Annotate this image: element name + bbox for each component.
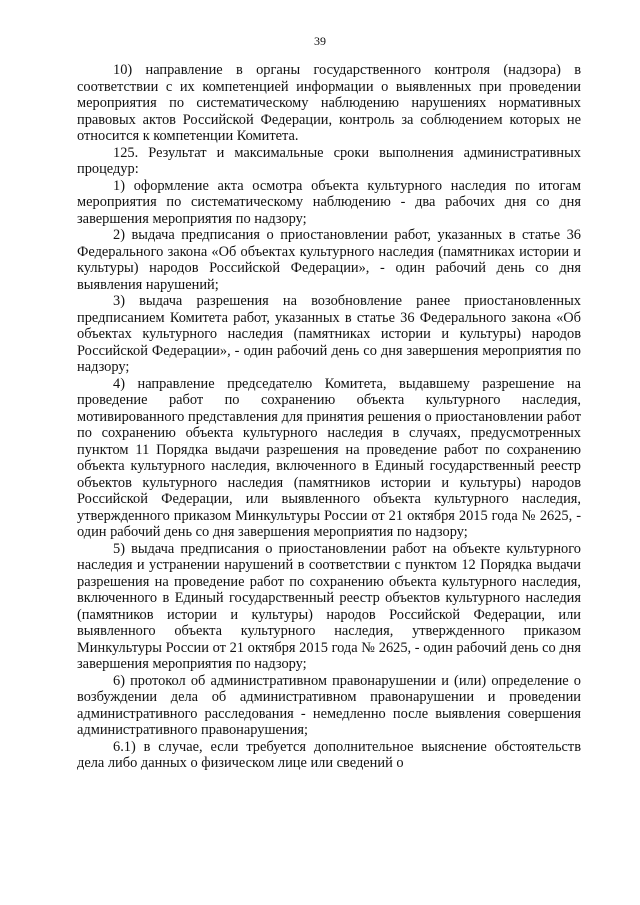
paragraph-item-10: 10) направление в органы государственного контроля (надзора) в соответствии с их компетенцией информации о выявленных при проведении мероприятия по систематическому наблюдению нарушениях нормативных правовых актов Российской Федерации, контроль за соблюдением которых не относится к компетенции Комитета. <box>77 62 581 144</box>
paragraph-item-1: 1) оформление акта осмотра объекта культурного наследия по итогам мероприятия по систематическому наблюдению - два рабочих дня со дня завершения мероприятия по надзору; <box>77 177 581 227</box>
page-number: 39 <box>314 34 326 48</box>
document-body <box>77 62 581 772</box>
paragraph-item-4: 4) направление председателю Комитета, выдавшему разрешение на проведение работ по сохранению объекта культурного наследия, мотивированного представления для принятия решения о приостановлении работ по сохранению объекта культурного наследия в случаях, предусмотренных пунктом 11 Порядка выдачи разрешения на проведение работ по сохранению объекта культурного наследия, включенного в Единый государственный реестр объектов культурного наследия (памятников истории и культуры) народов Российской Федерации, или выявленного объекта культурного наследия, утвержденного приказом Минкультуры России от 21 октября 2015 года № 2625, - один рабочий день со дня завершения мероприятия по надзору; <box>77 375 581 540</box>
paragraph-item-2: 2) выдача предписания о приостановлении работ, указанных в статье 36 Федерального закона «Об объектах культурного наследия (памятниках истории и культуры) народов Российской Федерации», - один рабочий день со дня выявления нарушений; <box>77 227 581 293</box>
paragraph-section-125: 125. Результат и максимальные сроки выполнения административных процедур: <box>77 144 581 177</box>
paragraph-item-6-1: 6.1) в случае, если требуется дополнительное выяснение обстоятельств дела либо данных о физическом лице или сведений о <box>77 738 581 771</box>
paragraph-item-6: 6) протокол об административном правонарушении и (или) определение о возбуждении дела об административном правонарушении и проведении административного расследования - немедленно после выявления совершения административного правонарушения; <box>77 672 581 738</box>
paragraph-item-3: 3) выдача разрешения на возобновление ранее приостановленных предписанием Комитета работ, указанных в статье 36 Федерального закона «Об объектах культурного наследия (памятниках истории и культуры) народов Российской Федерации», - один рабочий день со дня завершения мероприятия по надзору; <box>77 293 581 375</box>
paragraph-item-5: 5) выдача предписания о приостановлении работ на объекте культурного наследия и устранении нарушений в соответствии с пунктом 12 Порядка выдачи разрешения на проведение работ по сохранению объекта культурного наследия, включенного в Единый государственный реестр объектов культурного наследия (памятников истории и культуры) народов Российской Федерации, или выявленного объекта культурного наследия, утвержденного приказом Минкультуры России от 21 октября 2015 года № 2625, - один рабочий день со дня завершения мероприятия по надзору; <box>77 540 581 672</box>
